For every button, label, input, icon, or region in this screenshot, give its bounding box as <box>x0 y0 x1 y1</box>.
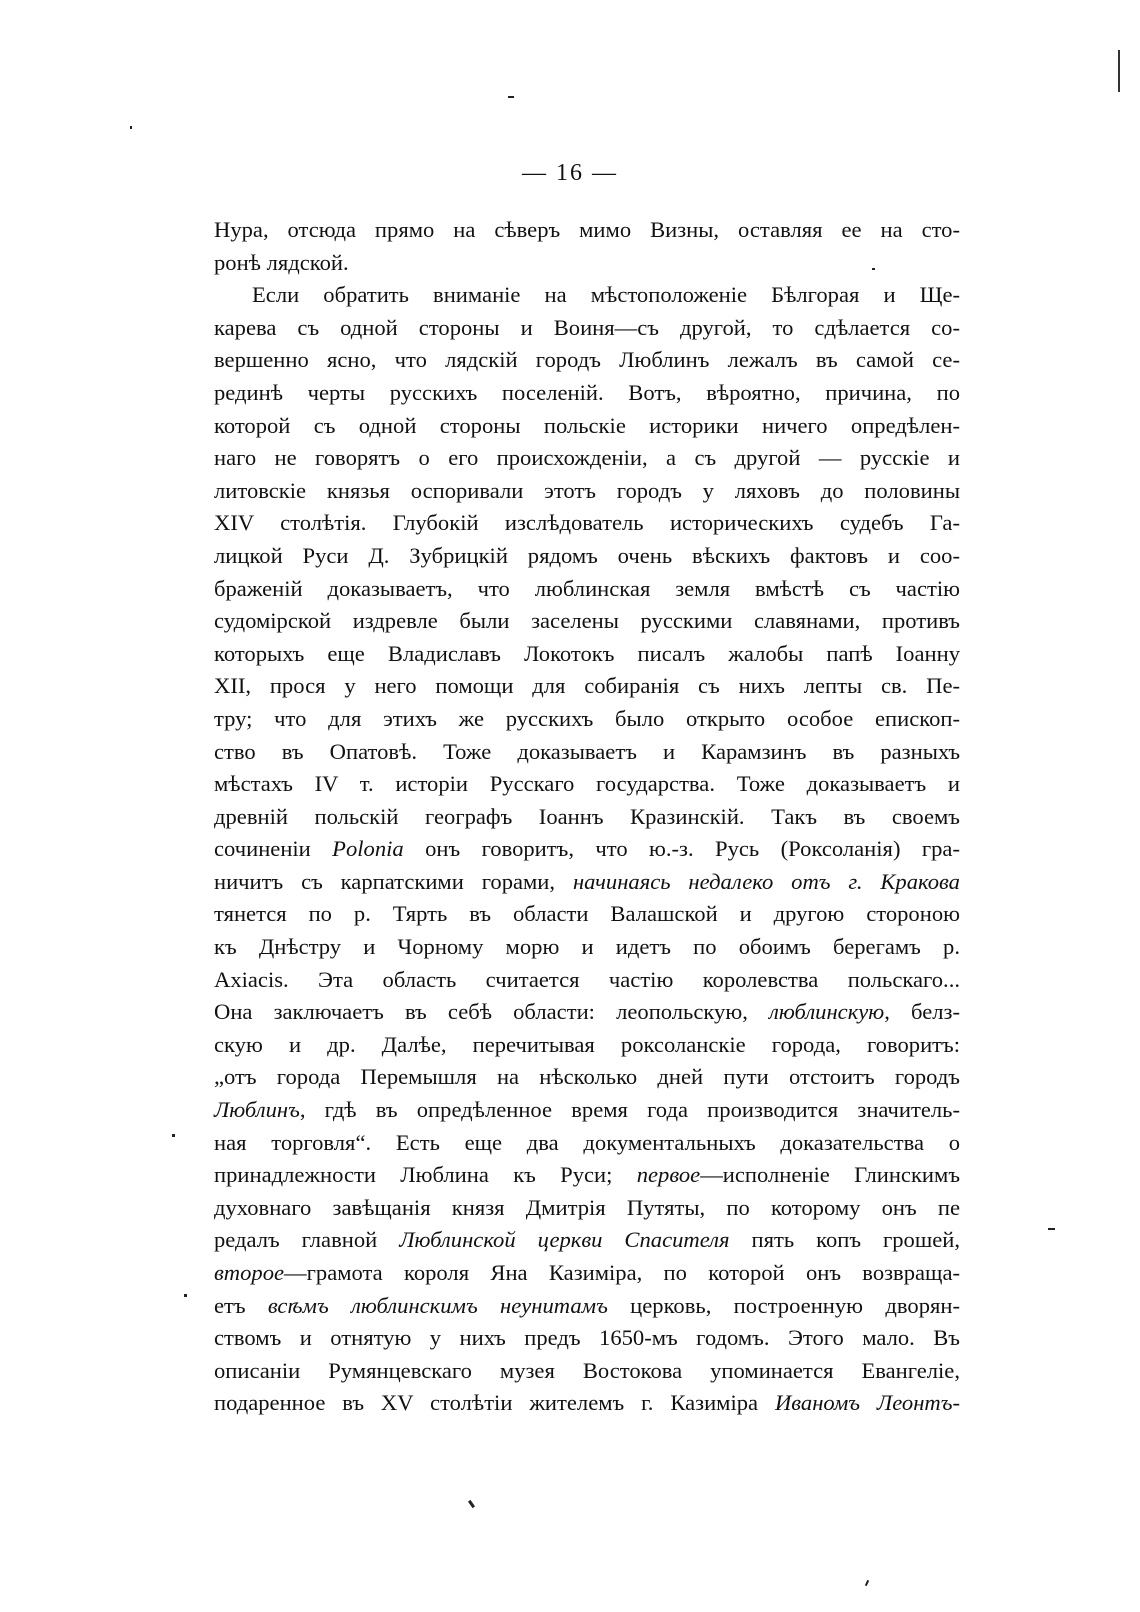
text-line: къ Днѣстру и Чорному морю и идетъ по обоимъ берегамъ р. <box>214 934 960 960</box>
body-text <box>214 214 960 1420</box>
text-run: пять копъ грошей, <box>729 1227 960 1253</box>
text-run: , гдѣ въ опредѣленное время года производится значитель- <box>299 1097 960 1123</box>
text-line: судомірской издревле были заселены русскими славянами, противъ <box>214 608 960 634</box>
text-line: Axiacis. Эта область считается частію королевства польскаго... <box>214 966 960 992</box>
text-line: Нура, отсюда прямо на сѣверъ мимо Визны, оставляя ее на сто- <box>214 217 960 242</box>
text-run: церковь, построенную дворян- <box>607 1292 961 1318</box>
text-line <box>214 1257 960 1290</box>
text-line: ствомъ и отнятую у нихъ предъ 1650-мъ годомъ. Этого мало. Въ <box>214 1325 960 1351</box>
scan-speck <box>468 1500 475 1508</box>
text-run: етъ <box>214 1292 268 1318</box>
text-run: —исполненіе Глинскимъ <box>700 1162 961 1188</box>
text-line: древній польскій географъ Іоаннъ Кразинскій. Такъ въ своемъ <box>214 803 960 829</box>
italic-text: Polonia <box>332 836 404 862</box>
text-line: которой съ одной стороны польскіе историки ничего опредѣлен- <box>214 412 960 438</box>
text-line <box>214 833 960 866</box>
text-line: ронѣ лядской. <box>214 249 349 275</box>
text-run: принадлежности Люблина къ Руси; <box>214 1162 637 1188</box>
text-line: которыхъ еще Владиславъ Локотокъ писалъ жалобы папѣ Іоанну <box>214 640 960 666</box>
italic-text: начинаясь недалеко отъ г. Кракова <box>572 868 960 894</box>
text-line: XIV столѣтія. Глубокій изслѣдователь историческихъ судебъ Га- <box>214 510 960 536</box>
scan-speck <box>872 268 875 270</box>
text-line: ство въ Опатовѣ. Тоже доказываетъ и Карамзинъ въ разныхъ <box>214 738 960 764</box>
scan-speck <box>172 1134 175 1137</box>
scan-speck <box>508 96 514 98</box>
text-run: онъ говоритъ, что ю.-з. Русь (Роксоланія) гра- <box>403 836 960 862</box>
italic-text: первое <box>636 1162 701 1188</box>
scan-speck <box>130 126 132 129</box>
text-line: литовскіе князья оспоривали этотъ городъ у ляховъ до половины <box>214 477 960 503</box>
text-line: „отъ города Перемышля на нѣсколько дней пути отстоитъ городъ <box>214 1064 960 1090</box>
text-line <box>214 1290 960 1323</box>
scan-edge-mark <box>1118 50 1120 92</box>
text-line: рединѣ черты русскихъ поселеній. Вотъ, вѣроятно, причина, по <box>214 379 960 405</box>
text-run: Она заключаетъ въ себѣ области: леопольскую, <box>214 999 770 1025</box>
text-line <box>214 1224 960 1257</box>
text-run: подаренное въ XV столѣтіи жителемъ г. Казиміра <box>214 1390 775 1416</box>
text-run: сочиненіи <box>214 836 333 862</box>
text-line <box>214 1159 960 1192</box>
italic-text: Люблинской церкви Спасителя <box>399 1227 730 1253</box>
text-line: мѣстахъ IV т. исторіи Русскаго государства. Тоже доказываетъ и <box>214 771 960 797</box>
text-line: XII, прося у него помощи для собиранія съ нихъ лепты св. Пе- <box>214 673 960 699</box>
scan-speck <box>184 1294 187 1297</box>
scan-speck <box>1048 1228 1055 1230</box>
text-line: скую и др. Далѣе, перечитывая роксоланскіе города, говоритъ: <box>214 1031 960 1057</box>
text-run: —грамота короля Яна Казиміра, по которой онъ возвраща- <box>284 1260 960 1285</box>
text-line: описаніи Румянцевскаго музея Востокова упоминается Евангеліе, <box>214 1357 960 1383</box>
text-run: редалъ главной <box>214 1227 400 1253</box>
text-line: наго не говорятъ о его происхожденіи, а съ другой — русскіе и <box>214 445 960 471</box>
italic-text: Иваномъ Леонтъ- <box>774 1390 961 1416</box>
text-run: ничитъ съ карпатскими горами, <box>214 868 573 894</box>
text-line <box>214 996 960 1029</box>
text-line <box>214 1387 960 1420</box>
italic-text: люблинскую <box>769 999 885 1025</box>
italic-text: всѣмъ люблинскимъ неунитамъ <box>267 1292 608 1318</box>
text-line <box>214 866 960 899</box>
text-line: тянется по р. Тярть въ области Валашской и другою стороною <box>214 901 960 927</box>
text-line: вершенно ясно, что лядскій городъ Люблинъ лежалъ въ самой се- <box>214 347 960 373</box>
scan-speck <box>865 1580 869 1586</box>
text-line: браженій доказываетъ, что люблинская земля вмѣстѣ съ частію <box>214 575 960 601</box>
text-line: ная торговля“. Есть еще два документальныхъ доказательства о <box>214 1129 960 1155</box>
text-line: тру; что для этихъ же русскихъ было открыто особое епископ- <box>214 705 960 731</box>
text-line: Если обратить вниманіе на мѣстоположеніе Бѣлгорая и Ще- <box>252 282 960 308</box>
page-number: — 16 — <box>522 160 618 186</box>
text-line: карева съ одной стороны и Воиня—съ другой, то сдѣлается со- <box>214 314 960 340</box>
text-line: лицкой Руси Д. Зубрицкій рядомъ очень вѣскихъ фактовъ и соо- <box>214 542 960 568</box>
text-line <box>214 1094 960 1127</box>
italic-text: второе <box>214 1260 285 1285</box>
text-run: , белз- <box>884 999 960 1025</box>
text-line: духовнаго завѣщанія князя Дмитрія Путяты, по которому онъ пе <box>214 1194 960 1220</box>
italic-text: Люблинъ <box>214 1097 300 1123</box>
